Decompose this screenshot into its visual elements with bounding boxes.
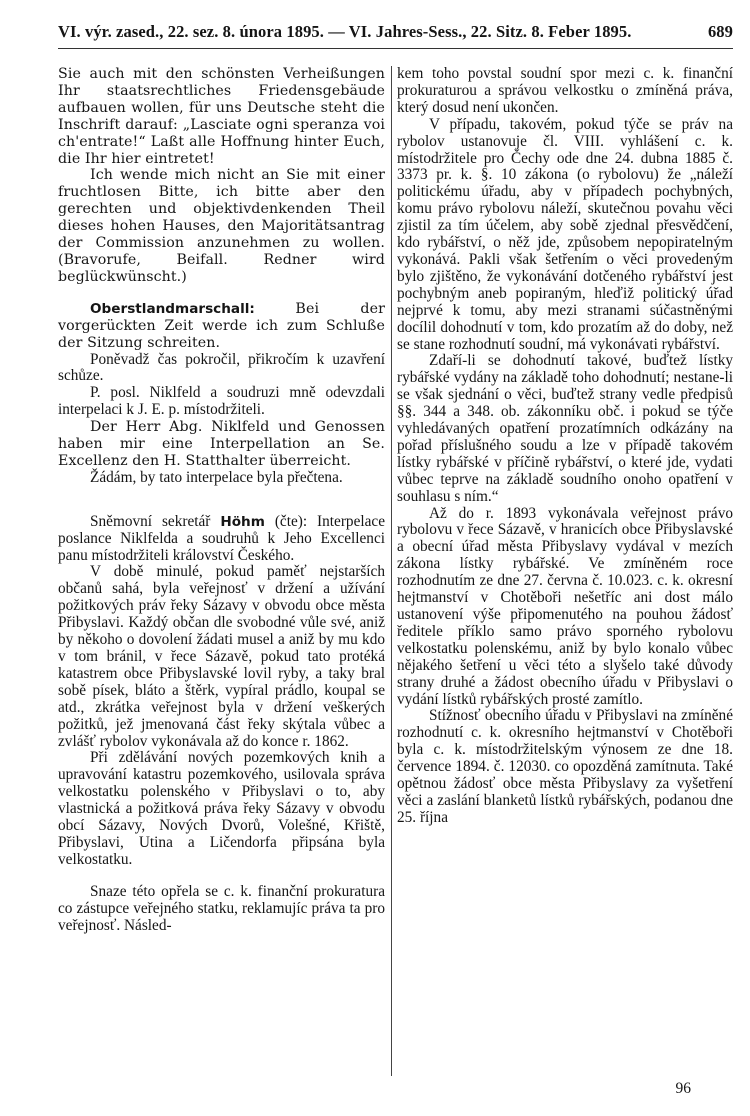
paragraph-secretary-reads bbox=[58, 514, 385, 565]
interpellation-title: Interpelace poslance Niklfelda a soudruhů k Jeho Excellenci panu místodržiteli království Českého. bbox=[58, 512, 385, 564]
paragraph-court-dispute: kem toho povstal soudní spor mezi c. k. finanční prokuraturou a správou velkostku o zmíněná práva, který dosud není ukončen. bbox=[397, 65, 733, 116]
document-page bbox=[58, 22, 733, 1102]
paragraph-speech-request: Ich wende mich nicht an Sie mit einer fruchtlosen Bitte, ich bitte aber den gerechten und objektivdenkenden Theil dieses hohen Hauses, den Majoritätsantrag der Commission anzunehmen zu wollen. (Bravorufe, Beifall. Redner wird beglückwünscht.) bbox=[58, 167, 385, 285]
two-column-body bbox=[58, 66, 733, 1096]
paragraph-prokuratura: Snaze této opřela se c. k. finanční prokuratura co zástupce veřejného statku, reklamujíc práva ta pro veřejnosť. Násled- bbox=[58, 882, 385, 934]
speaker-text-oberstlandmarschall: Bei der vorgerückten Zeit werde ich zum Schluße der Sitzung schreiten. bbox=[58, 300, 385, 351]
paragraph-complaint: Stížnosť obecního úřadu v Přibyslavi na zmíněné rozhodnutí c. k. okresního hejtmanství v Chotěboři byla c. k. místodržitelským výnosem ze dne 18. července 1894. č. 12030. co opozděná zamítnuta. Také opětnou žádosť obce města Přibyslavy za vyšetření věci a zaslání blanketů lístků rybářských, podanou dne 25. října bbox=[397, 707, 733, 826]
paragraph-fishing-law: V případu, takovém, pokud týče se práv na rybolov ustanovuje čl. VIII. vyhlášení c. k. místodržitele pro Čechy ode dne 24. dubna 1885 č. 3373 pr. k. §. 10 zákona (o rybolovu) že „náleží politickému úřadu, aby v případech pochybných, komu právo rybolovu náleží, skutečnou povahu věci zjistil za tím účelem, aby sobě zjednal přesvědčení, kdo rybářství, o něž jde, způsobem nepopiratelným vykonává. Pakli však šetřením o věci provedeným bylo zjištěno, že vykonávání dotčeného rybářství jest pochybným aneb popiraným, hleďiž politický úřad nejprvé k tomu, aby mezi stranami súčastněnými docílil dohodnutí v tom, kdo prozatím až do doby, než se stane rozhodnutí soudní, má vykonávati rybářství. bbox=[397, 115, 733, 353]
paragraph-land-registry: Při zdělávání nových pozemkových knih a upravování katastru pozemkového, usilovala správa velkostatku polenského v Přibyslavi o to, aby vlastnická a požitková práva řeky Sázavy v obvodu obcí Sázavy, Nových Dvorů, Volešné, Křiště, Přibyslavi, Utina a Ličendorfa připsána byla velkostatku. bbox=[58, 749, 385, 868]
paragraph-interpellation-de: Der Herr Abg. Niklfeld und Genossen haben mir eine Interpellation an Se. Excellenz den H. Statthalter überreicht. bbox=[58, 419, 385, 469]
speaker-name-oberstlandmarschall: Oberstlandmarschall: bbox=[90, 300, 255, 317]
header-session-info: VI. výr. zased., 22. sez. 8. února 1895. — VI. Jahres-Sess., 22. Sitz. 8. Feber 1895. bbox=[58, 22, 632, 41]
paragraph-closing-cz: Poněvadž čas pokročil, přikročím k uzavření schůze. bbox=[58, 350, 385, 385]
right-column bbox=[397, 66, 733, 827]
paragraph-speech-end: Sie auch mit den schönsten Verheißungen Ihr staatsrechtliches Friedensgebäude aufbauen wollen, für uns Deutsche steht die Inschrift darauf: „Lasciate ogni speranza voi ch'entrate!“ Laßt alle Hoffnung hinter Euch, die Ihr hier eintretet! bbox=[58, 66, 385, 167]
left-column bbox=[58, 66, 385, 935]
signature-mark: 96 bbox=[675, 1080, 691, 1097]
column-divider bbox=[391, 66, 392, 1076]
running-header bbox=[58, 22, 733, 49]
paragraph-reading-request: Žádám, by tato interpelace byla přečtena. bbox=[90, 468, 343, 486]
paragraph-interpelace-handover: P. posl. Niklfeld a soudruzi mně odevzdali interpelaci k J. E. p. místodržiteli. bbox=[58, 384, 385, 419]
secretary-action: (čte): bbox=[274, 512, 308, 530]
page-number: 689 bbox=[707, 22, 733, 41]
paragraph-agreement: Zdaří-li se dohodnutí takové, buďtež lístky rybářské vydány na základě toho dohodnutí; nestane-li se však sjednání o věci, buďtež strany vedle předpisů §§. 344 a 348. ob. zákonníku obč. i pokud se týče vyhledávaných opatření prozatímních odkázány na pořad příslušného soudu a lze v případě takovém lístky rybářské v příčině rybářství, o které jde, vydati vůbec teprve na základě soudního onoho opatření v souhlasu s ním.“ bbox=[397, 352, 733, 505]
paragraph-oberstlandmarschall bbox=[58, 301, 385, 352]
secretary-label: Sněmovní sekretář bbox=[90, 512, 211, 530]
paragraph-history: V době minulé, pokud paměť nejstarších občanů sahá, byla veřejnosť v držení a užívání požitkových práv řeky Sázavy v obvodu obce města Přibyslavi. Každý občan dle svobodné vůle své, aniž by někoho o dovolení žádati musel a aniž by mu kdo v tom bránil, v řece Sázavě, pokud tato protéká katastrem obce Přibyslavské lovil ryby, a taky bral sobě písek, bláto a štěrk, vypíral prádlo, koupal se atd., zkrátka veřejnost byla v držení veškerých požitků, jež jmenovaná část řeky skýtala vůbec a zvlášť rybolov vykonávala až do konce r. 1862. bbox=[58, 563, 385, 750]
secretary-name: Höhm bbox=[220, 513, 265, 530]
paragraph-until-1893: Až do r. 1893 vykonávala veřejnost právo rybolovu v řece Sázavě, v hranicích obce Přibyslavské a obecní úřad města Přibyslavy vydával v mezích zákona lístky rybářské. Ve zmíněném roce rozhodnutím ze dne 27. června č. 10.023. c. k. okresní hejtmanství v Chotěboři nešetříc ani dost málo ustanovení výše připomenutého na pouhou žádosť ředitele příklo samo právo sporného rybolovu velkostatku polenskému, aniž by bylo konalo vůbec nějakého šetření u věci této a slyšelo také důvody strany druhé a žádost obecního úřadu v Přibyslavi o vydání lístků rybářských prosté zamítlo. bbox=[397, 504, 733, 708]
